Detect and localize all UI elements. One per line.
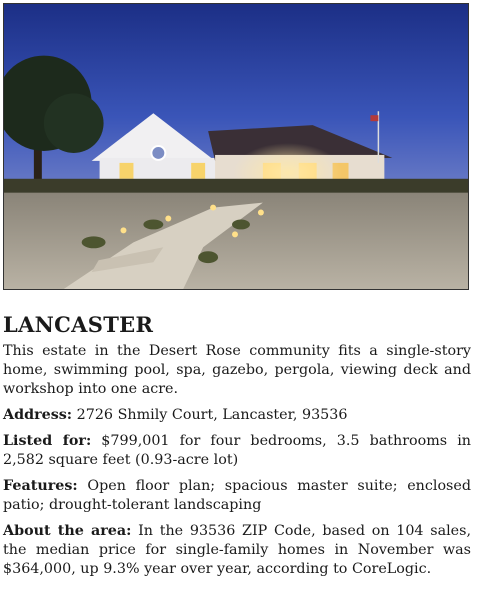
area-paragraph [3,522,471,579]
headline: LANCASTER [3,312,154,337]
area-label: About the area: [3,523,132,539]
area-text: In the 93536 ZIP Code, based on 104 sales, the median price for single-family homes in November was $364,000, up 9.3% year over year, according to CoreLogic. [3,523,472,577]
intro-paragraph: This estate in the Desert Rose community fits a single-story home, swimming pool, spa, gazebo, pergola, viewing deck and workshop into one acre. [3,343,471,397]
features-label: Features: [3,478,78,494]
address-paragraph [3,406,471,425]
house-photo-illustration [4,4,468,289]
listed-paragraph [3,432,471,470]
address-text: 2726 Shmily Court, Lancaster, 93536 [72,407,348,423]
listed-label: Listed for: [3,433,92,449]
address-label: Address: [3,407,73,423]
features-paragraph [3,477,471,515]
features-text: Open floor plan; spacious master suite; enclosed patio; drought-tolerant landscaping [3,478,471,513]
house-photo [3,3,469,290]
listed-text: $799,001 for four bedrooms, 3.5 bathrooms in 2,582 square feet (0.93-acre lot) [3,433,471,468]
listing-article [3,312,471,586]
